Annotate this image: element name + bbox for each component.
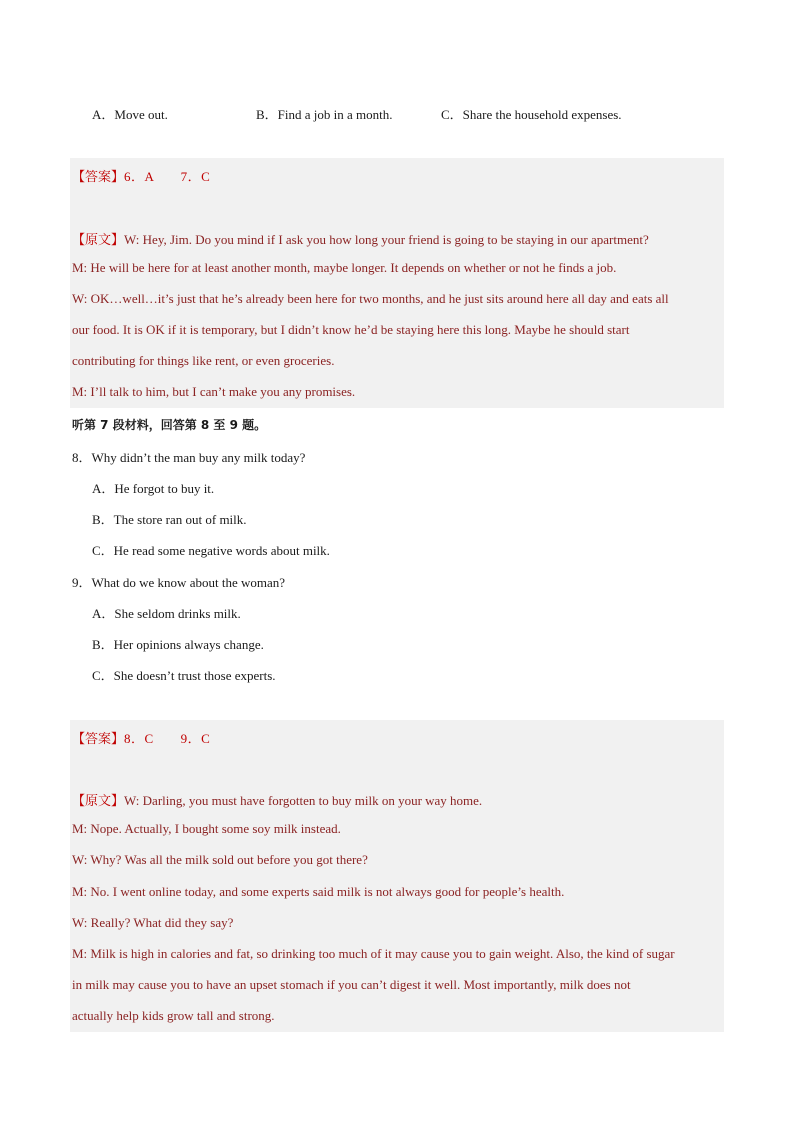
question-8-stem: 8．Why didn’t the man buy any milk today? bbox=[72, 450, 306, 465]
transcript-line: W: Why? Was all the milk sold out before you got there? bbox=[72, 852, 368, 867]
answer-tag: 【答案】 bbox=[72, 169, 125, 184]
question-8-option-b: B．The store ran out of milk. bbox=[92, 512, 247, 527]
answer-text: 6．A 7．C bbox=[124, 169, 211, 184]
source-tag: 【原文】 bbox=[72, 232, 125, 247]
question-9-option-c: C．She doesn’t trust those experts. bbox=[92, 668, 276, 683]
source-line-1 bbox=[72, 229, 649, 248]
source-tag: 【原文】 bbox=[72, 793, 125, 808]
transcript-line: W: OK…well…it’s just that he’s already been here for two months, and he just sits around here all day and eats all bbox=[72, 291, 669, 306]
option-b: B．Find a job in a month. bbox=[256, 107, 393, 122]
transcript-line: W: Darling, you must have forgotten to buy milk on your way home. bbox=[124, 793, 483, 808]
answer-block-1 bbox=[70, 158, 724, 408]
transcript-line: actually help kids grow tall and strong. bbox=[72, 1008, 275, 1023]
option-a: A．Move out. bbox=[92, 107, 168, 122]
question-8-option-a: A．He forgot to buy it. bbox=[92, 481, 215, 496]
transcript-line: W: Hey, Jim. Do you mind if I ask you how long your friend is going to be staying in our apartment? bbox=[124, 232, 649, 247]
answer-line-1 bbox=[72, 166, 210, 185]
section-heading: 听第 7 段材料，回答第 8 至 9 题。 bbox=[72, 418, 267, 432]
source-line-2 bbox=[72, 790, 482, 809]
question-8-option-c: C．He read some negative words about milk. bbox=[92, 543, 330, 558]
answer-text: 8．C 9．C bbox=[124, 731, 211, 746]
transcript-line: M: Nope. Actually, I bought some soy milk instead. bbox=[72, 821, 341, 836]
transcript-line: M: I’ll talk to him, but I can’t make you any promises. bbox=[72, 384, 356, 399]
transcript-line: M: No. I went online today, and some experts said milk is not always good for people’s health. bbox=[72, 884, 565, 899]
question-9-stem: 9．What do we know about the woman? bbox=[72, 575, 286, 590]
question-9-option-a: A．She seldom drinks milk. bbox=[92, 606, 241, 621]
transcript-line: M: He will be here for at least another month, maybe longer. It depends on whether or not he finds a job. bbox=[72, 260, 617, 275]
transcript-line: W: Really? What did they say? bbox=[72, 915, 234, 930]
answer-tag: 【答案】 bbox=[72, 731, 125, 746]
question-9-option-b: B．Her opinions always change. bbox=[92, 637, 264, 652]
answer-line-2 bbox=[72, 728, 210, 747]
transcript-line: in milk may cause you to have an upset stomach if you can’t digest it well. Most importantly, milk does not bbox=[72, 977, 631, 992]
transcript-line: contributing for things like rent, or even groceries. bbox=[72, 353, 335, 368]
transcript-line: M: Milk is high in calories and fat, so drinking too much of it may cause you to gain weight. Also, the kind of sugar bbox=[72, 946, 675, 961]
transcript-line: our food. It is OK if it is temporary, but I didn’t know he’d be staying here this long. Maybe he should start bbox=[72, 322, 630, 337]
option-c: C．Share the household expenses. bbox=[441, 107, 622, 122]
